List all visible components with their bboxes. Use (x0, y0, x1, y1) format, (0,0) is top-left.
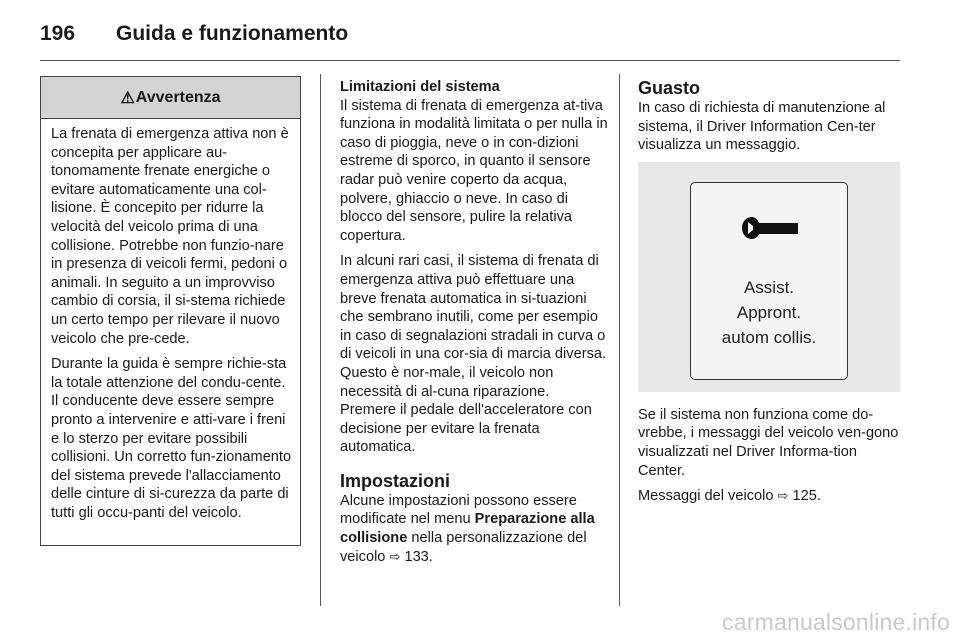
arrow-ref-icon: ⇨ (389, 548, 401, 564)
warning-body (41, 119, 300, 522)
settings-text: Alcune impostazioni possono essere modificate nel menu (340, 492, 577, 528)
limitations-heading: Limitazioni del sistema (340, 79, 500, 95)
limitations-paragraph: Il sistema di frenata di emergenza at-tiva funziona in modalità limitata o per nulla in caso di pioggia, neve o in con-dizioni estreme di sporco, in quanto il sensore radar può venire coperto da acqua, polvere, ghiaccio o neve. In caso di blocco del sensore, pulire la relativa copertura. (340, 97, 608, 244)
wrench-icon (738, 213, 802, 243)
page-title: Guida e funzionamento (116, 22, 349, 45)
display-message (691, 275, 847, 350)
fault-heading: Guasto (638, 78, 701, 98)
column-divider-2 (619, 74, 620, 606)
fault-intro: In caso di richiesta di manutenzione al sistema, il Driver Information Cen-ter visualizza un messaggio. (638, 100, 886, 154)
warning-triangle-icon: ⚠ (120, 89, 135, 107)
messages-page-ref: 125. (792, 488, 821, 505)
warning-heading: Avvertenza (135, 88, 221, 106)
settings-page-ref: 133. (404, 548, 433, 565)
page-number: 196 (40, 22, 76, 45)
column-right (638, 78, 900, 513)
watermark: carmanualsonline.info (722, 609, 950, 635)
display-line: Assist. (743, 277, 795, 297)
limitations-paragraph: In alcuni rari casi, il sistema di frenata di emergenza attiva può effettuare una breve frenata automatica in si-tuazioni che sembrano inutili, come per esempio in caso di segnalazioni stradali in curva o di veicoli in una cor-sia di marcia diversa. Questo è nor-male, il veicolo non necessità di al-cuna riparazione. Premere il pedale dell'acceleratore con decisione per evitare la frenata automatica. (340, 253, 607, 456)
driver-info-display (690, 182, 848, 380)
settings-text: nella personalizzazione del veicolo (340, 530, 587, 565)
warning-paragraph: Durante la guida è sempre richie-sta la totale attenzione del condu-cente. Il conducente deve essere sempre pronto a intervenire e atti-vare i freni e lo sterzo per evitare possibili collisioni. Un corretto fun-zionamento del sistema prevede l'allacciamento delle cinture di si-curezza da parte di tutti gli occu-panti del veicolo. (51, 356, 292, 521)
fault-after-text: Se il sistema non funziona come do-vrebbe, i messaggi del veicolo ven-gono visualizzati nel Driver Informa-tion Center. (638, 406, 899, 479)
arrow-ref-icon: ⇨ (777, 488, 789, 504)
warning-header (41, 77, 300, 119)
column-middle (340, 78, 608, 573)
display-line: Appront. (736, 302, 802, 322)
display-figure (638, 162, 900, 392)
header-divider (40, 60, 900, 61)
messages-paragraph (638, 487, 900, 506)
warning-box (40, 76, 301, 546)
settings-heading: Impostazioni (340, 470, 451, 491)
settings-menu-name: Preparazione alla collisione (340, 511, 595, 547)
display-line: autom collis. (721, 327, 817, 347)
warning-paragraph: La frenata di emergenza attiva non è concepita per applicare au-tonomamente frenate energiche o evitare automaticamente una col-lisione. È concepito per ridurre la velocità del veicolo prima di una collisione. Potrebbe non funzio-nare in presenza di veicoli fermi, pedoni o animali. In seguito a un improvviso cambio di corsia, il si-stema richiede un certo tempo per rilevare il nuovo veicolo che pre-cede. (51, 126, 289, 347)
messages-text: Messaggi del veicolo (638, 488, 778, 505)
settings-paragraph (340, 492, 608, 566)
column-divider-1 (320, 74, 321, 606)
